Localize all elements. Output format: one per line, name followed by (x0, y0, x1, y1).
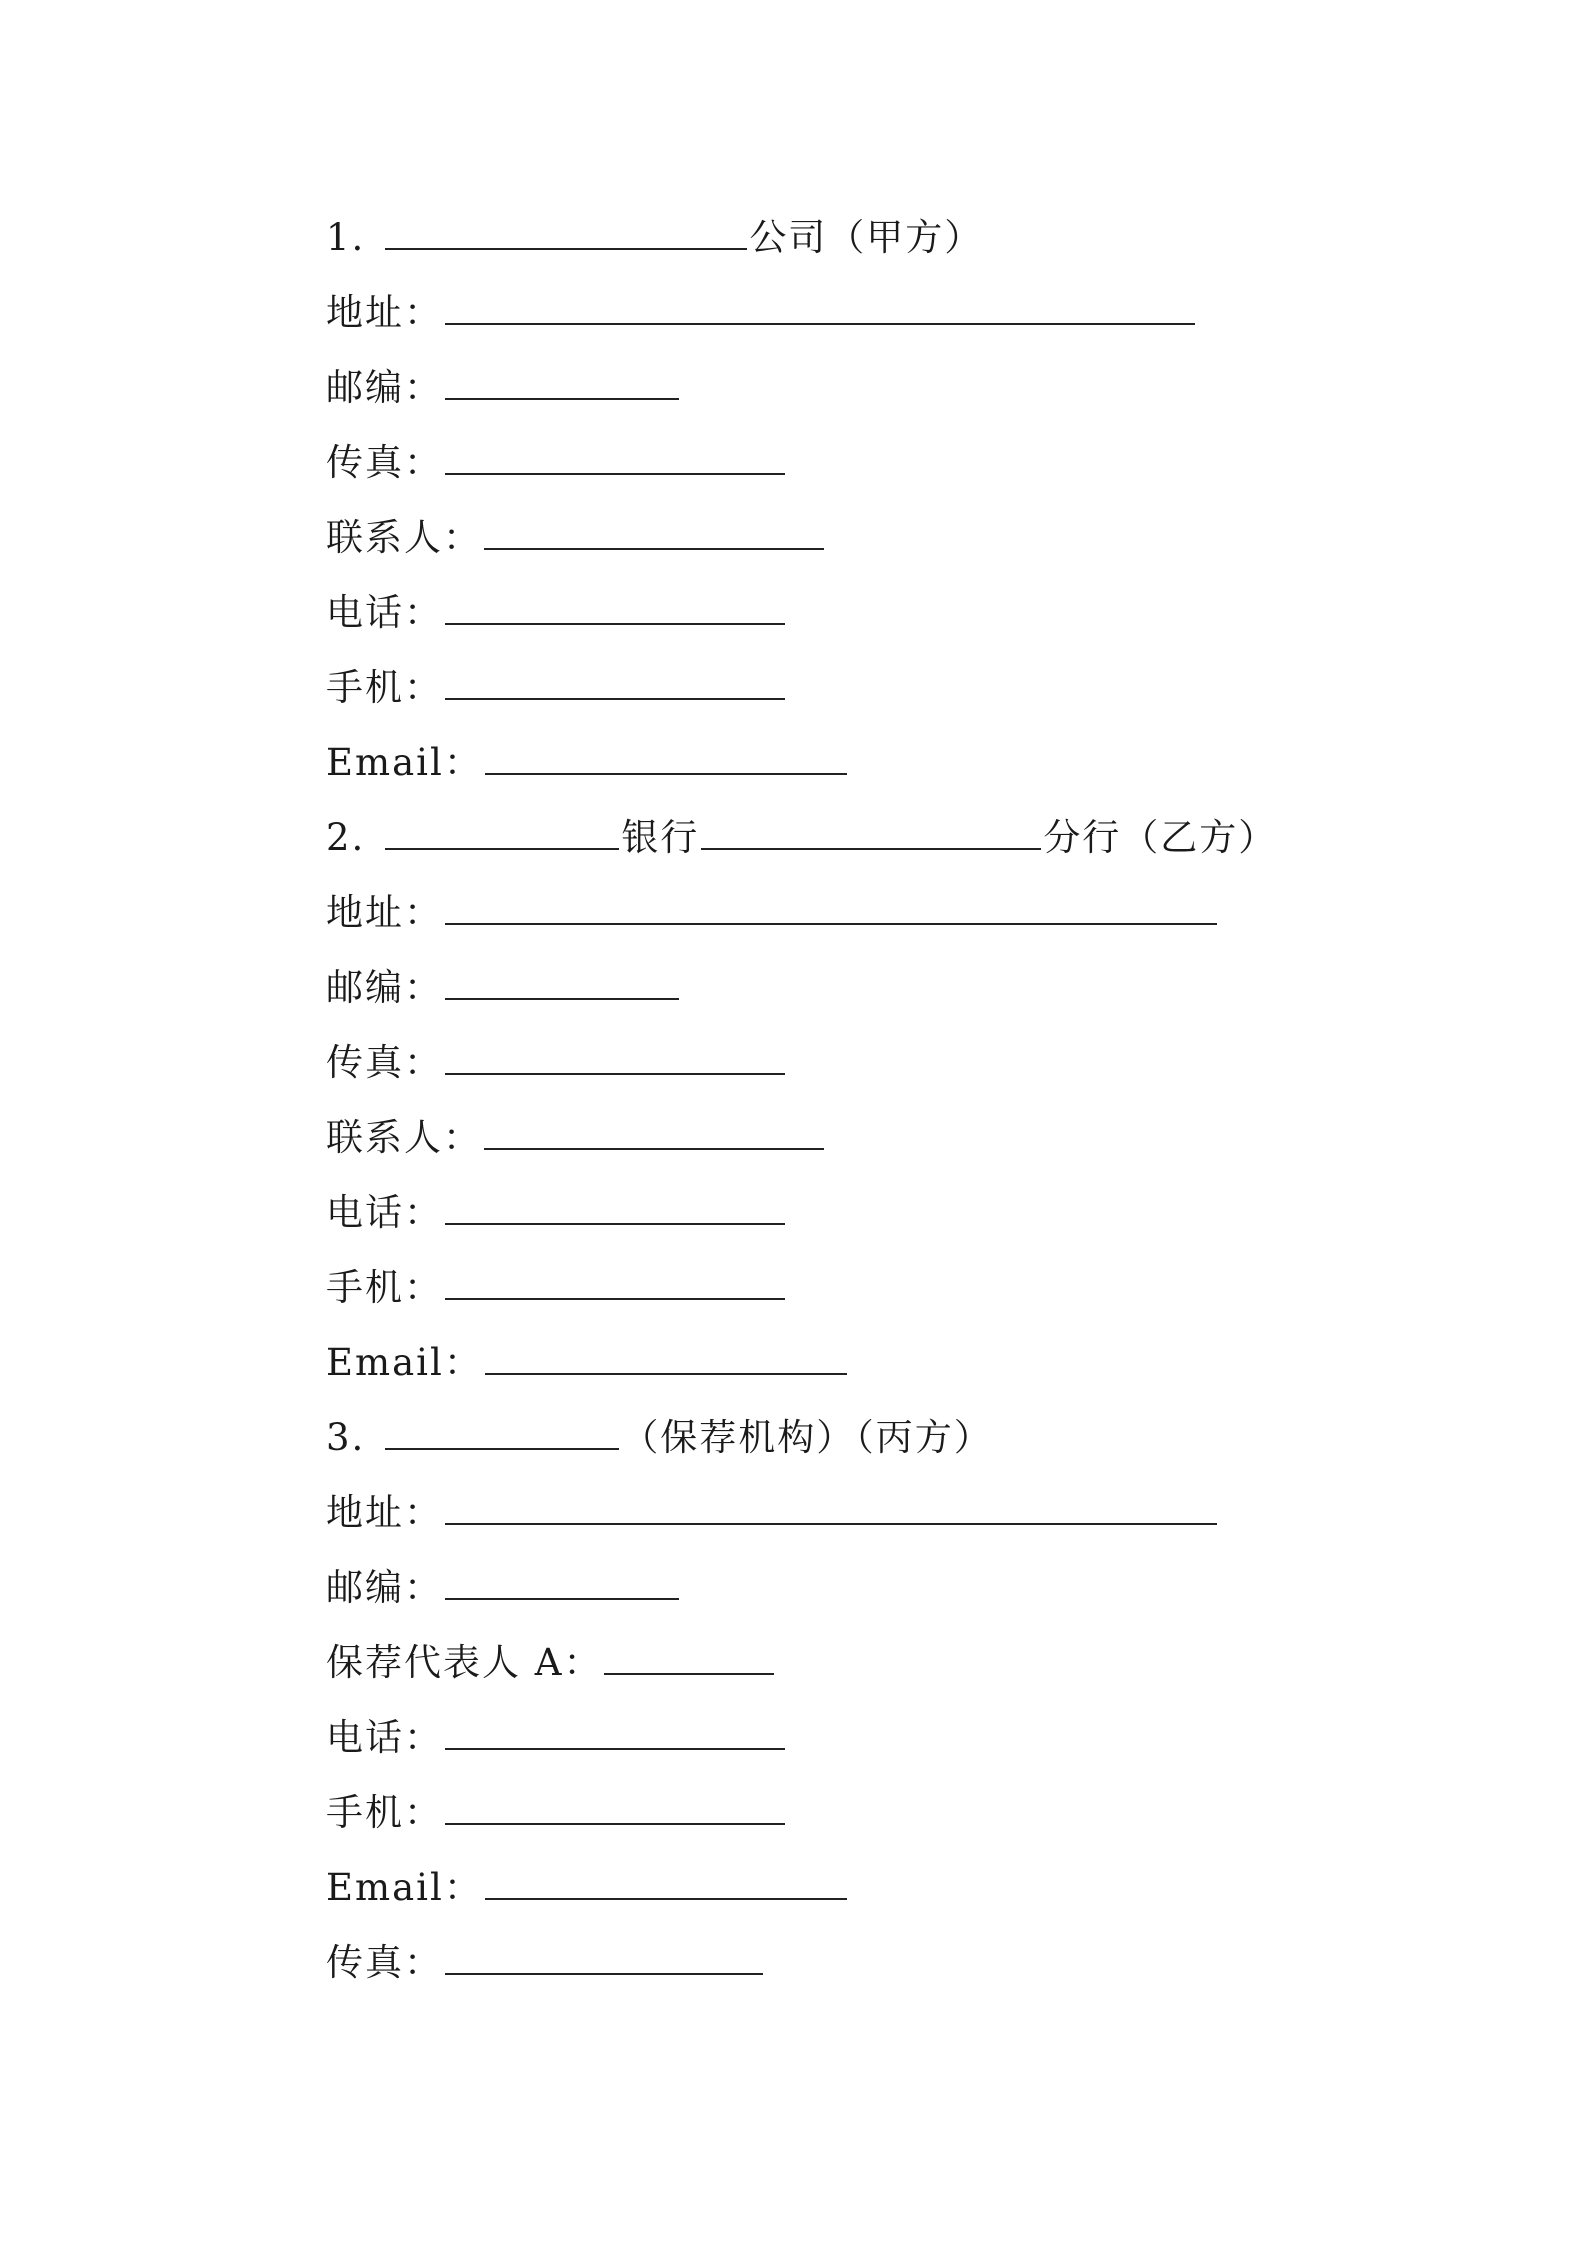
party-1-email-blank[interactable] (485, 743, 847, 775)
field-label: 传真： (326, 1941, 443, 1984)
party-2-address-row (326, 883, 1219, 943)
party-2-mobile-blank[interactable] (445, 1268, 785, 1300)
field-label: 邮编： (326, 366, 443, 409)
party-3-mobile-blank[interactable] (445, 1793, 785, 1825)
party-1-mobile-row (326, 658, 787, 718)
party-1-address-row (326, 283, 1197, 343)
party-3-postcode-row (326, 1558, 681, 1618)
party-2-fax-row (326, 1033, 787, 1093)
party-1-heading (326, 208, 983, 268)
field-label: 手机： (326, 666, 443, 709)
field-label: 保荐代表人 A： (326, 1641, 603, 1684)
field-label: 传真： (326, 441, 443, 484)
party-3-phone-row (326, 1708, 787, 1768)
field-label: 邮编： (326, 1566, 443, 1609)
field-label: 手机： (326, 1266, 443, 1309)
party-3-heading (326, 1408, 993, 1468)
party-1-postcode-blank[interactable] (445, 368, 679, 400)
party-3-representative-blank[interactable] (604, 1643, 774, 1675)
party-3-email-blank[interactable] (485, 1868, 847, 1900)
field-label: 电话： (326, 1191, 443, 1234)
field-label: Email： (326, 1341, 483, 1384)
field-label: 电话： (326, 1716, 443, 1759)
party-2-contact-blank[interactable] (484, 1118, 824, 1150)
party-3-representative-row (326, 1633, 776, 1693)
field-label: Email： (326, 741, 483, 784)
party-2-email-blank[interactable] (485, 1343, 847, 1375)
field-label: 联系人： (326, 516, 482, 559)
party-1-phone-blank[interactable] (445, 593, 785, 625)
field-label: 传真： (326, 1041, 443, 1084)
party-3-sponsor-blank[interactable] (385, 1418, 619, 1450)
party-3-email-row (326, 1858, 849, 1918)
party-2-heading (326, 808, 1277, 868)
party-3-number: 3. (326, 1416, 366, 1459)
party-3-phone-blank[interactable] (445, 1718, 785, 1750)
field-label: 地址： (326, 1491, 443, 1534)
party-3-address-row (326, 1483, 1219, 1543)
party-2-postcode-row (326, 958, 681, 1018)
party-3-address-blank[interactable] (445, 1493, 1217, 1525)
party-2-postcode-blank[interactable] (445, 968, 679, 1000)
field-label: 电话： (326, 591, 443, 634)
party-2-fax-blank[interactable] (445, 1043, 785, 1075)
party-2-mobile-row (326, 1258, 787, 1318)
party-1-contact-blank[interactable] (484, 518, 824, 550)
party-3-fax-blank[interactable] (445, 1943, 763, 1975)
party-2-phone-row (326, 1183, 787, 1243)
party-3-fax-row (326, 1933, 765, 1993)
party-1-fax-blank[interactable] (445, 443, 785, 475)
party-3-mobile-row (326, 1783, 787, 1843)
field-label: Email： (326, 1866, 483, 1909)
party-2-phone-blank[interactable] (445, 1193, 785, 1225)
party-2-branch-blank[interactable] (701, 818, 1041, 850)
party-2-contact-row (326, 1108, 826, 1168)
party-1-number: 1. (326, 216, 366, 259)
field-label: 手机： (326, 1791, 443, 1834)
party-1-contact-row (326, 508, 826, 568)
field-label: 联系人： (326, 1116, 482, 1159)
field-label: 地址： (326, 891, 443, 934)
party-1-suffix: 公司（甲方） (749, 216, 984, 259)
party-2-middle: 银行 (621, 816, 700, 859)
party-1-company-blank[interactable] (385, 218, 747, 250)
party-3-suffix: （保荐机构）（丙方） (621, 1416, 993, 1459)
party-2-suffix: 分行（乙方） (1043, 816, 1278, 859)
party-3-postcode-blank[interactable] (445, 1568, 679, 1600)
party-1-mobile-blank[interactable] (445, 668, 785, 700)
field-label: 地址： (326, 291, 443, 334)
field-label: 邮编： (326, 966, 443, 1009)
party-2-number: 2. (326, 816, 366, 859)
party-1-address-blank[interactable] (445, 293, 1195, 325)
party-1-fax-row (326, 433, 787, 493)
party-2-address-blank[interactable] (445, 893, 1217, 925)
party-1-phone-row (326, 583, 787, 643)
party-2-bank-blank[interactable] (385, 818, 619, 850)
party-1-postcode-row (326, 358, 681, 418)
party-2-email-row (326, 1333, 849, 1393)
party-1-email-row (326, 733, 849, 793)
